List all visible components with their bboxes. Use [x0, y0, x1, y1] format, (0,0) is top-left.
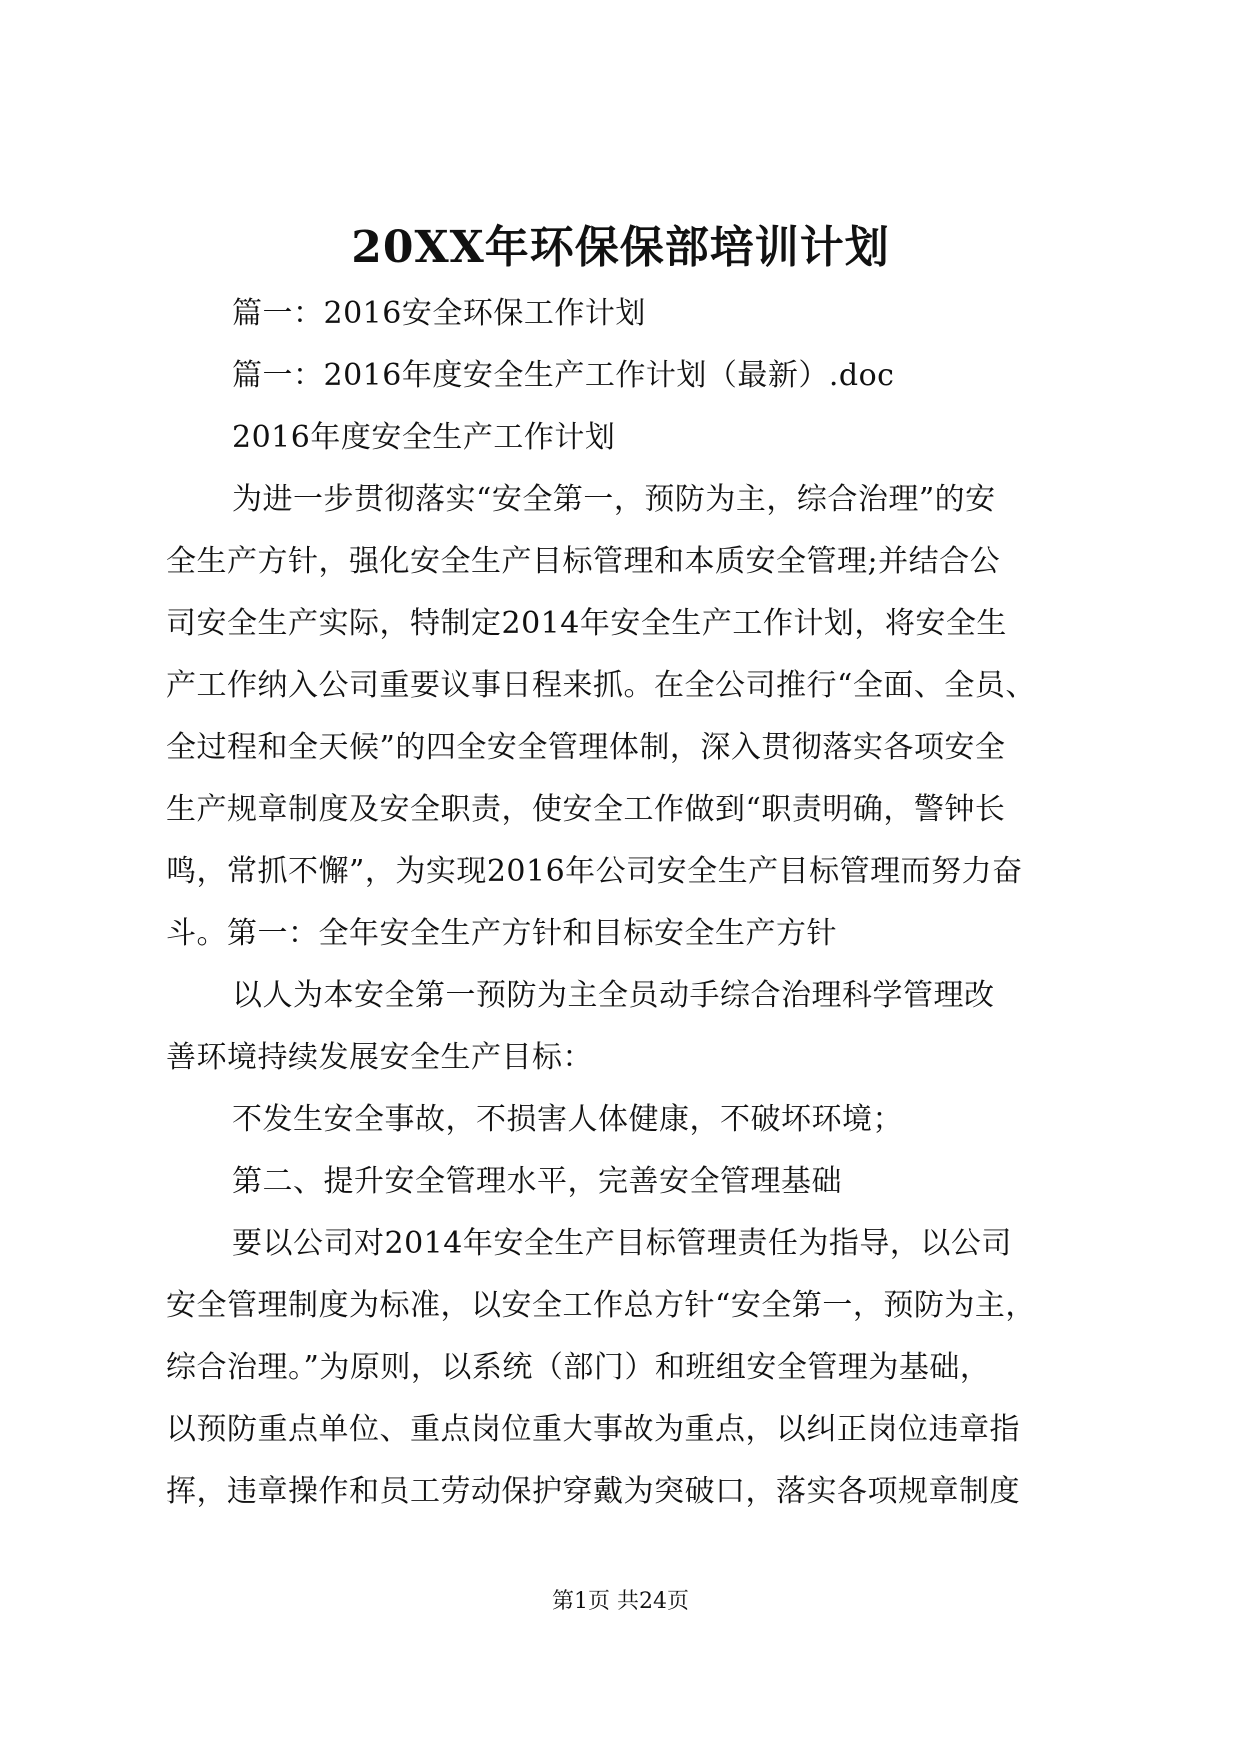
- page-footer: 第1页 共24页: [552, 1589, 689, 1614]
- text-line: 斗。第一：全年安全生产方针和目标安全生产方针: [166, 916, 837, 951]
- text-line: 以人为本安全第一预防为主全员动手综合治理科学管理改: [232, 978, 995, 1013]
- text-line: 要以公司对2014年安全生产目标管理责任为指导，以公司: [232, 1226, 1012, 1261]
- text-line: 不发生安全事故，不损害人体健康，不破坏环境；: [232, 1102, 903, 1137]
- text-line: 以预防重点单位、重点岗位重大事故为重点，以纠正岗位违章指: [166, 1412, 1020, 1447]
- text-line: 综合治理。”为原则，以系统（部门）和班组安全管理为基础，: [166, 1350, 991, 1385]
- text-line: 全过程和全天候”的四全安全管理体制，深入贯彻落实各项安全: [166, 730, 1006, 765]
- text-line: 2016年度安全生产工作计划: [232, 420, 616, 455]
- text-line: 安全管理制度为标准，以安全工作总方针“安全第一，预防为主，: [166, 1288, 1036, 1323]
- text-line: 产工作纳入公司重要议事日程来抓。在全公司推行“全面、全员、: [166, 668, 1036, 703]
- text-line: 挥，违章操作和员工劳动保护穿戴为突破口，落实各项规章制度: [166, 1474, 1020, 1509]
- text-line: 为进一步贯彻落实“安全第一，预防为主，综合治理”的安: [232, 482, 996, 517]
- text-line: 篇一：2016安全环保工作计划: [232, 296, 646, 331]
- text-line: 司安全生产实际，特制定2014年安全生产工作计划，将安全生: [166, 606, 1007, 641]
- text-line: 生产规章制度及安全职责，使安全工作做到“职责明确，警钟长: [166, 792, 1006, 827]
- document-title: 20XX年环保保部培训计划: [351, 222, 890, 273]
- text-line: 篇一：2016年度安全生产工作计划（最新）.doc: [232, 358, 895, 393]
- document-body: [166, 283, 1086, 1523]
- text-line: 鸣，常抓不懈”，为实现2016年公司安全生产目标管理而努力奋: [166, 854, 1023, 889]
- text-line: 全生产方针，强化安全生产目标管理和本质安全管理;并结合公: [166, 544, 1001, 579]
- text-line: 第二、提升安全管理水平，完善安全管理基础: [232, 1164, 842, 1199]
- text-line: 善环境持续发展安全生产目标：: [166, 1040, 593, 1075]
